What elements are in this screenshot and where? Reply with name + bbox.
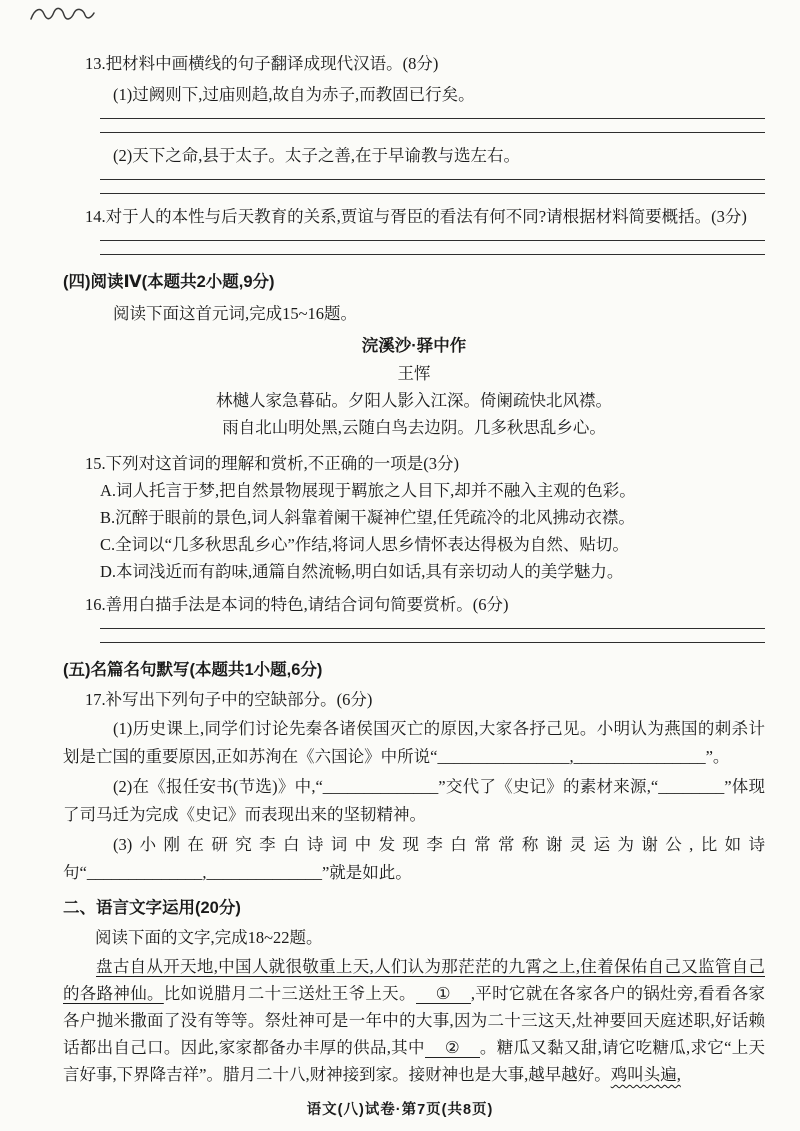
answer-lines-q13-1 (100, 118, 765, 133)
q17-item-1: (1)历史课上,同学们讨论先秦各诸侯国灭亡的原因,大家各抒己见。小明认为燕国的刺杀计划是亡国的重要原因,正如苏洵在《六国论》中所说“________________,________________”。 (63, 719, 765, 766)
q17-item-2: (2)在《报任安书(节选)》中,“______________”交代了《史记》的素材来源,“________”体现了司马迁为完成《史记》而表现出来的坚韧精神。 (63, 777, 765, 824)
passage-text-2: 比如说腊月二十三送灶王爷上天。 (163, 984, 416, 1003)
section6-header: 二、语言文字运用(20分) (63, 899, 241, 917)
q17-item-3: (3)小刚在研究李白诗词中发现李白常常称谢灵运为谢公,比如诗句“______________,______________”就是如此。 (63, 835, 765, 882)
q15-option-c: C.全词以“几多秋思乱乡心”作结,将词人思乡情怀表达得极为自然、贴切。 (100, 535, 629, 554)
section4-header: (四)阅读Ⅳ(本题共2小题,9分) (63, 273, 275, 291)
passage-text-4: 。糖瓜又黏又甜,请它吃糖瓜,求它“上天言好事,下界降吉祥”。腊月二十八,财神接到家。接财神也是大事,越早越好。 (63, 1038, 766, 1084)
q13-part1: (1)过阙则下,过庙则趋,故自为赤子,而教固已行矣。 (113, 85, 475, 104)
section4-intro: 阅读下面这首元词,完成15~16题。 (113, 304, 358, 323)
answer-line (100, 642, 765, 643)
section6-intro: 阅读下面的文字,完成18~22题。 (95, 928, 323, 947)
q13-part2: (2)天下之命,县于太子。太子之善,在于早谕教与选左右。 (113, 146, 520, 165)
answer-line (100, 628, 765, 629)
poem-author: 王恽 (397, 364, 431, 383)
answer-lines-q14 (100, 240, 765, 255)
section5-header: (五)名篇名句默写(本题共1小题,6分) (63, 661, 323, 679)
passage-text-3: ,平时它就在各家各户的锅灶旁,看看各家各户抛米撒面了没有等等。祭灶神可是一年中的大事,因为二十三这天,灶神要回天庭述职,好话赖话都出自己口。因此,家家都备办丰厚的供品,其中 (63, 984, 766, 1057)
poem-line-2: 雨自北山明处黑,云随白鸟去边阴。几多秋思乱乡心。 (222, 418, 606, 437)
passage-paragraph (63, 953, 765, 1088)
wavy-underlined-phrase: 鸡叫头遍, (610, 1065, 681, 1084)
answer-line (100, 193, 765, 194)
q17-stem: 17.补写出下列句子中的空缺部分。(6分) (85, 690, 373, 709)
answer-lines-q13-2 (100, 179, 765, 194)
answer-line (100, 254, 765, 255)
fill-blank-2: ② (425, 1038, 480, 1058)
q16-stem: 16.善用白描手法是本词的特色,请结合词句简要赏析。(6分) (85, 595, 509, 614)
poem-title: 浣溪沙·驿中作 (361, 337, 467, 355)
fill-blank-1: ① (416, 984, 471, 1004)
q13-stem: 13.把材料中画横线的句子翻译成现代汉语。(8分) (85, 54, 439, 73)
answer-lines-q16 (100, 628, 765, 643)
q15-options (63, 477, 765, 585)
answer-line (100, 118, 765, 119)
q15-option-b: B.沉醉于眼前的景色,词人斜靠着阑干凝神伫望,任凭疏冷的北风拂动衣襟。 (100, 508, 635, 527)
q15-option-a: A.词人托言于梦,把自然景物展现于羁旅之人目下,却并不融入主观的色彩。 (100, 481, 636, 500)
answer-line (100, 240, 765, 241)
underlined-sentence: 盘古自从开天地,中国人就很敬重上天,人们认为那茫茫的九霄之上,住着保佑自己又监管自己的各路神仙。 (63, 957, 765, 1003)
answer-line (100, 132, 765, 133)
page-footer: 语文(八)试卷·第7页(共8页) (306, 1102, 494, 1118)
q15-stem: 15.下列对这首词的理解和赏析,不正确的一项是(3分) (85, 454, 459, 473)
scan-squiggle-artifact (27, 4, 97, 26)
q15-option-d: D.本词浅近而有韵味,通篇自然流畅,明白如话,具有亲切动人的美学魅力。 (100, 562, 624, 581)
q14-stem: 14.对于人的本性与后天教育的关系,贾谊与胥臣的看法有何不同?请根据材料简要概括。(3分) (85, 207, 747, 226)
answer-line (100, 179, 765, 180)
poem-line-1: 林樾人家急暮砧。夕阳人影入江深。倚阑疏快北风襟。 (216, 391, 612, 410)
